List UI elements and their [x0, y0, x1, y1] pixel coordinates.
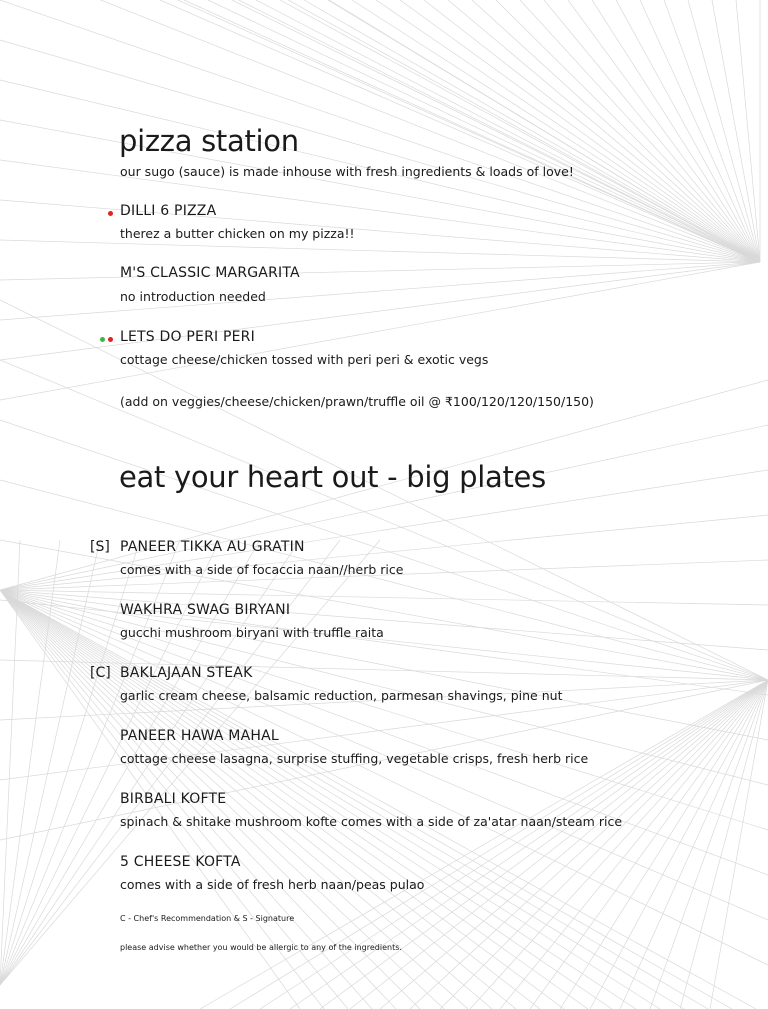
nonveg-dot [108, 337, 113, 342]
decorative-line [0, 420, 768, 680]
decorative-line [0, 590, 768, 740]
decorative-line [472, 0, 760, 262]
allergy-note: please advise whether you would be allergic to any of the ingredients. [120, 943, 402, 952]
decorative-line [0, 600, 768, 680]
decorative-line [376, 0, 760, 262]
chef-recommendation-tag: [C] [90, 665, 111, 681]
decorative-line [0, 120, 760, 262]
decorative-line [0, 480, 768, 680]
decorative-line [496, 0, 760, 262]
section-title-big-plates: eat your heart out - big plates [119, 460, 546, 494]
nonveg-dot [108, 211, 113, 216]
decorative-line [0, 540, 768, 680]
menu-item-description: therez a butter chicken on my pizza!! [120, 226, 355, 241]
menu-item-description: cottage cheese/chicken tossed with peri peri & exotic vegs [120, 352, 489, 367]
decorative-line [290, 680, 768, 1009]
menu-item-description: comes with a side of focaccia naan//herb rice [120, 562, 404, 577]
menu-item-description: no introduction needed [120, 289, 266, 304]
decorative-line [0, 0, 760, 262]
decorative-line [664, 0, 760, 262]
decorative-line [0, 262, 760, 400]
decorative-line [680, 680, 768, 1009]
decorative-line [0, 540, 20, 985]
menu-item-description: cottage cheese lasagna, surprise stuffing, vegetable crisps, fresh herb rice [120, 751, 589, 766]
menu-item-description: garlic cream cheese, balsamic reduction, parmesan shavings, pine nut [120, 688, 563, 703]
menu-item-name: BIRBALI KOFTE [120, 791, 227, 807]
decorative-line [380, 680, 768, 1009]
decorative-line [544, 0, 760, 262]
decorative-line [256, 0, 760, 262]
decorative-line [410, 680, 768, 1009]
decorative-line [448, 0, 760, 262]
menu-item-description: spinach & shitake mushroom kofte comes with a side of za'atar naan/steam rice [120, 814, 623, 829]
decorative-line [0, 200, 760, 262]
decorative-line [712, 0, 760, 262]
decorative-line [530, 680, 768, 1009]
veg-dot [100, 337, 105, 342]
decorative-line [0, 515, 768, 590]
menu-item-name: BAKLAJAAN STEAK [120, 665, 253, 681]
decorative-line [400, 0, 760, 262]
menu-item-name: WAKHRA SWAG BIRYANI [120, 602, 291, 618]
section-title-pizza-station: pizza station [119, 124, 299, 158]
decorative-line [304, 0, 760, 262]
decorative-line [0, 240, 760, 262]
decorative-line [500, 680, 768, 1009]
decorative-line [736, 0, 760, 262]
legend-note: C - Chef's Recommendation & S - Signature [120, 914, 295, 923]
menu-item-name: 5 CHEESE KOFTA [120, 854, 241, 870]
decorative-line [230, 680, 768, 1009]
decorative-line [470, 680, 768, 1009]
menu-item-description: gucchi mushroom biryani with truffle raita [120, 625, 384, 640]
decorative-line [0, 590, 768, 830]
decorative-line [620, 680, 768, 1009]
decorative-line [590, 680, 768, 1009]
signature-tag: [S] [90, 539, 110, 555]
section-subtitle-pizza-station: our sugo (sauce) is made inhouse with fresh ingredients & loads of love! [120, 164, 574, 179]
decorative-line [0, 590, 768, 605]
menu-item-name: M'S CLASSIC MARGARITA [120, 265, 300, 281]
menu-item-description: comes with a side of fresh herb naan/peas pulao [120, 877, 425, 892]
decorative-line [0, 660, 768, 680]
menu-item-name: PANEER TIKKA AU GRATIN [120, 539, 305, 555]
decorative-line [350, 680, 768, 1009]
decorative-line [260, 680, 768, 1009]
decorative-line [424, 0, 760, 262]
menu-item-name: LETS DO PERI PERI [120, 329, 255, 345]
menu-item-name: DILLI 6 PIZZA [120, 203, 217, 219]
decorative-line [0, 590, 768, 875]
decorative-line [640, 0, 760, 262]
decorative-line [560, 680, 768, 1009]
addon-note: (add on veggies/cheese/chicken/prawn/truffle oil @ ₹100/120/120/150/150) [120, 394, 594, 409]
decorative-line [592, 0, 760, 262]
decorative-line [650, 680, 768, 1009]
menu-item-name: PANEER HAWA MAHAL [120, 728, 279, 744]
